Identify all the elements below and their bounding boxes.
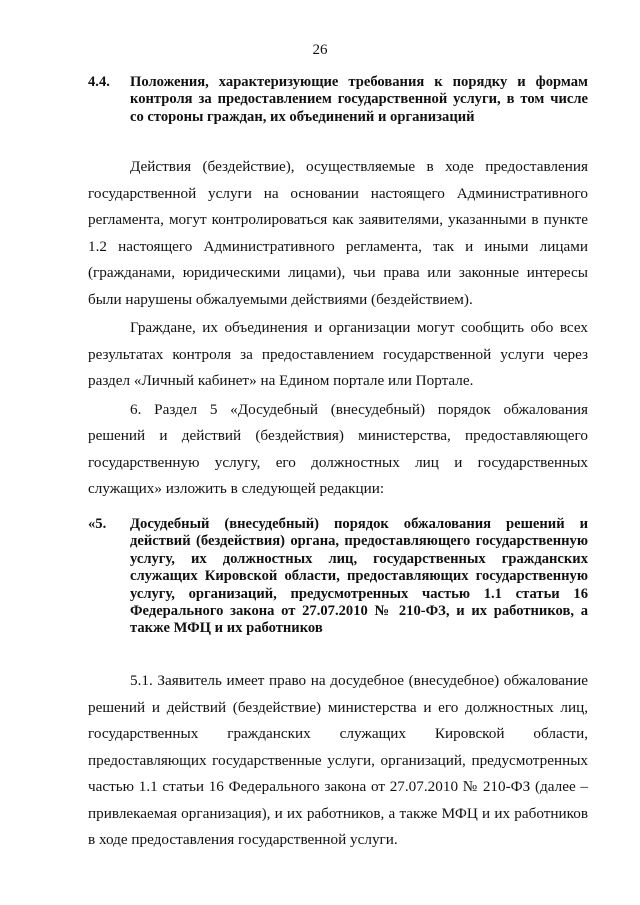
- section-5: [88, 516, 588, 638]
- section-4-4: [88, 74, 588, 126]
- section-heading: [88, 74, 588, 126]
- section-title: Положения, характеризующие требования к порядку и формам контроля за предоставлением государственной услуги, в том числе со стороны граждан, их объединений и организаций: [130, 74, 588, 125]
- section-heading: [88, 516, 588, 638]
- page-number: 26: [312, 42, 328, 58]
- section-number: 4.4.: [88, 74, 110, 90]
- paragraph: Граждане, их объединения и организации могут сообщить обо всех результатах контроля за предоставлением государственной услуги через раздел «Личный кабинет» на Едином портале или Портале.: [88, 319, 588, 389]
- paragraph: 5.1. Заявитель имеет право на досудебное (внесудебное) обжалование решений и действий (бездействие) министерства и его должностных лиц, государственных гражданских служащих Кировской области, предоставляющих государственные услуги, организаций, предусмотренных частью 1.1 статьи 16 Федерального закона от 27.07.2010 № 210-ФЗ (далее – привлекаемая организация), и их работников, а также МФЦ и их работников в ходе предоставления государственной услуги.: [88, 672, 588, 848]
- paragraph: 6. Раздел 5 «Досудебный (внесудебный) порядок обжалования решений и действий (бездействия) министерства, предоставляющего государственную услугу, его должностных лиц и государственных служащих» изложить в следующей редакции:: [88, 400, 588, 497]
- section-title: Досудебный (внесудебный) порядок обжалования решений и действий (бездействия) органа, предоставляющего государственную услугу, их должностных лиц, государственных гражданских служащих Кировской области, предоставляющих государственную услугу, организаций, предусмотренных частью 1.1 статьи 16 Федерального закона от 27.07.2010 № 210-ФЗ, и их работников, а также МФЦ и их работников: [130, 516, 588, 637]
- section-5-body: [88, 668, 588, 854]
- paragraph: Действия (бездействие), осуществляемые в ходе предоставления государственной услуги на основании настоящего Административного регламента, могут контролироваться как заявителями, указанными в пункте 1.2 настоящего Административного регламента, так и иными лицами (гражданами, юридическими лицами), чьи права или законные интересы были нарушены обжалуемыми действиями (бездействием).: [88, 158, 588, 308]
- section-number: «5.: [88, 516, 107, 532]
- section-4-4-body: [88, 154, 588, 503]
